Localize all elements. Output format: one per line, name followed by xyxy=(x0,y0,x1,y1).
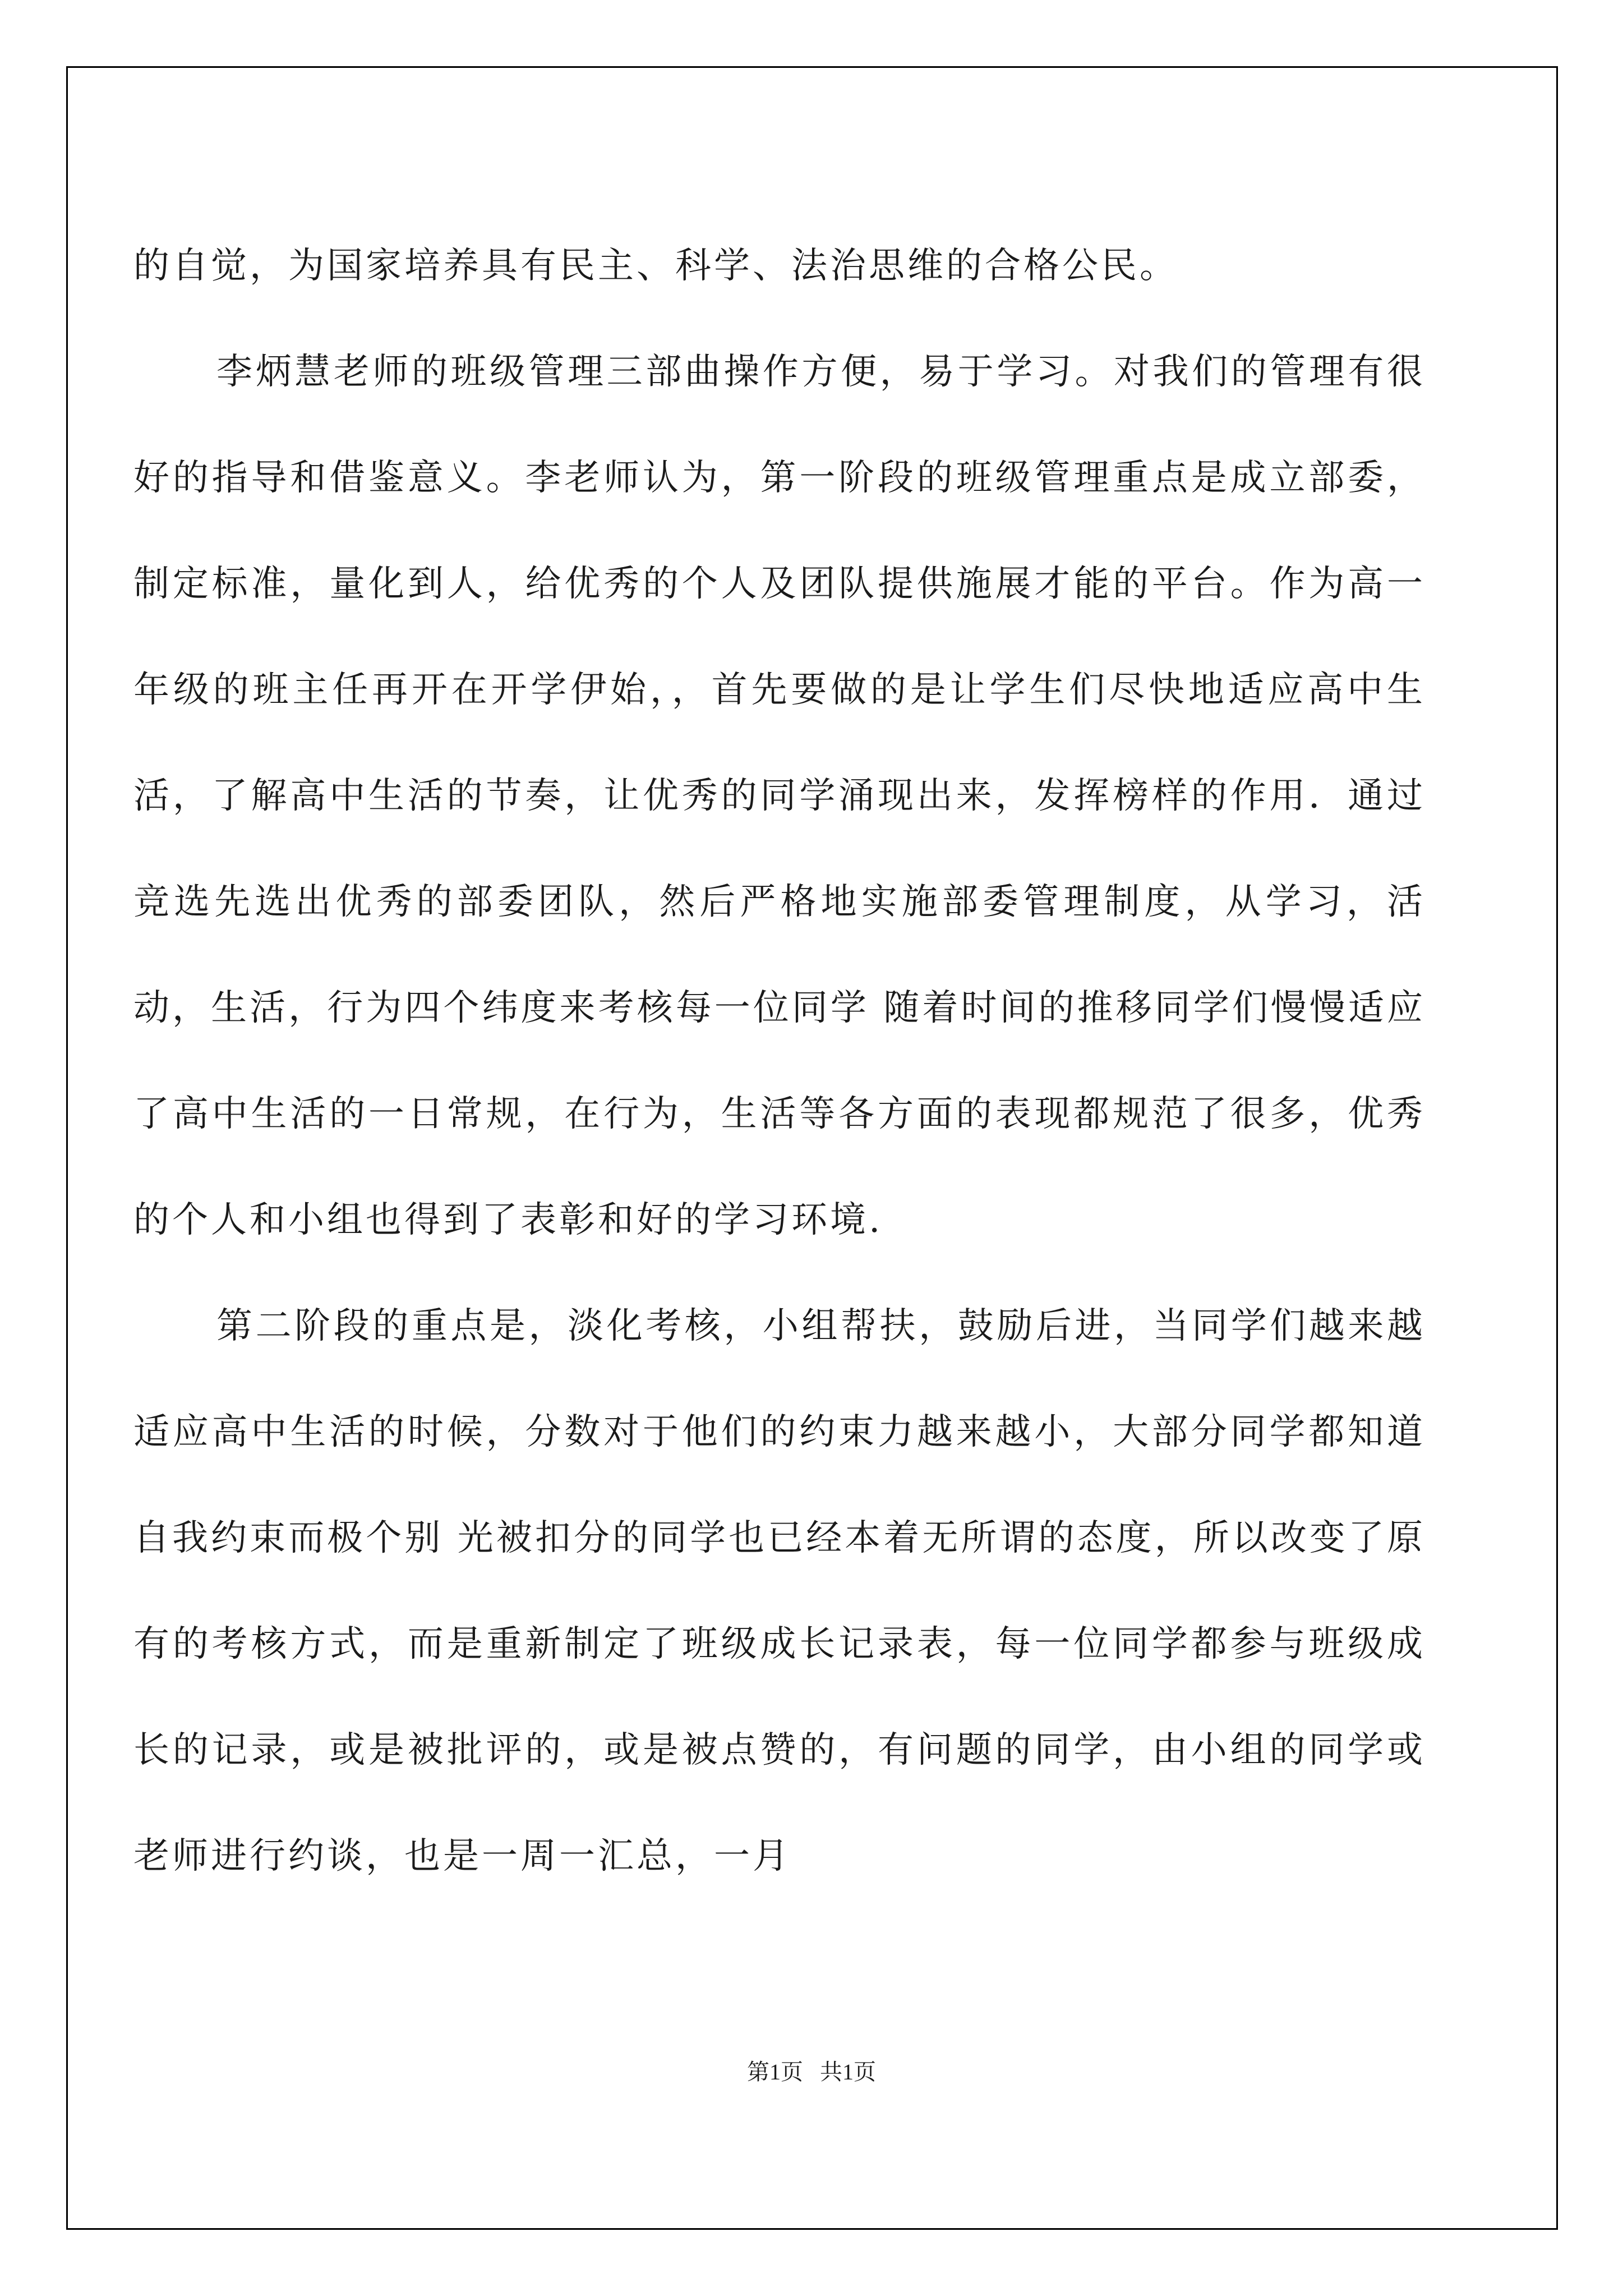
page-total: 共1页 xyxy=(820,2059,876,2085)
document-body xyxy=(133,213,1426,1910)
page-number: 第1页 xyxy=(747,2059,803,2085)
paragraph-1: 的自觉，为国家培养具有民主、科学、法治思维的合格公民。 xyxy=(133,245,1178,287)
page-footer xyxy=(0,2054,1623,2086)
paragraph-2: 李炳慧老师的班级管理三部曲操作方便，易于学习。对我们的管理有很好的指导和借鉴意义。李老师认为，第一阶段的班级管理重点是成立部委，制定标准，量化到人，给优秀的个人及团队提供施展才能的平台。作为高一年级的班主任再开在开学伊始，，首先要做的是让学生们尽快地适应高中生活，了解高中生活的节奏，让优秀的同学涌现出来，发挥榜样的作用．通过竞选先选出优秀的部委团队，然后严格地实施部委管理制度，从学习，活动，生活，行为四个纬度来考核每一位同学 随着时间的推移同学们慢慢适应了高中生活的一日常规，在行为，生活等各方面的表现都规范了很多，优秀的个人和小组也得到了表彰和好的学习环境. xyxy=(133,351,1426,1241)
paragraph-3: 第二阶段的重点是，淡化考核，小组帮扶，鼓励后进，当同学们越来越适应高中生活的时候，分数对于他们的约束力越来越小，大部分同学都知道自我约束而极个别 光被扣分的同学也已经本着无所谓的态度，所以改变了原有的考核方式，而是重新制定了班级成长记录表，每一位同学都参与班级成长的记录，或是被批评的，或是被点赞的，有问题的同学，由小组的同学或老师进行约谈，也是一周一汇总，一月 xyxy=(133,1305,1426,1877)
